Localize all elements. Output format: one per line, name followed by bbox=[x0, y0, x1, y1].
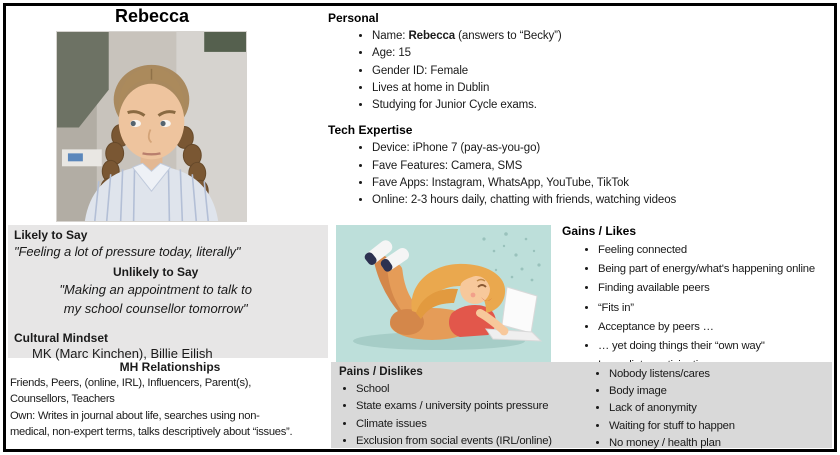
pains-heading: Pains / Dislikes bbox=[339, 366, 423, 378]
list-item: • Online: 2-3 hours daily, chatting with friends, watching videos bbox=[372, 192, 832, 209]
tech-list bbox=[328, 140, 832, 209]
gains-heading: Gains / Likes bbox=[562, 224, 637, 238]
list-item: • No money / health plan bbox=[609, 435, 832, 452]
mh-relationships-section bbox=[10, 359, 330, 441]
list-item: • Acceptance by peers … bbox=[598, 318, 826, 337]
mh-text-line: Own: Writes in journal about life, searches using non- bbox=[10, 409, 260, 422]
list-item: • Being part of energy/what's happening online bbox=[598, 260, 826, 279]
pains-right-column bbox=[577, 365, 832, 448]
unlikely-quote-line: my school counsellor tomorrow" bbox=[63, 301, 248, 316]
pains-left-list bbox=[339, 381, 577, 451]
list-item: • “Fits in” bbox=[598, 299, 826, 318]
list-item: • Finding available peers bbox=[598, 279, 826, 298]
tech-heading: Tech Expertise bbox=[328, 123, 413, 138]
page-title: Rebecca bbox=[114, 6, 190, 26]
likely-heading: Likely to Say bbox=[14, 228, 88, 242]
gains-list bbox=[562, 241, 826, 375]
portrait-girl-braids-image bbox=[57, 32, 246, 221]
unlikely-quote-line: "Making an appointment to talk to bbox=[59, 282, 252, 297]
unlikely-heading: Unlikely to Say bbox=[112, 265, 199, 279]
list-item: • Studying for Junior Cycle exams. bbox=[372, 97, 832, 114]
mh-text-line: Counsellors, Teachers bbox=[10, 393, 115, 406]
list-item: • Feeling connected bbox=[598, 241, 826, 260]
list-item: • Fave Features: Camera, SMS bbox=[372, 158, 832, 175]
list-item: • Age: 15 bbox=[372, 45, 832, 62]
likely-quote: "Feeling a lot of pressure today, literally" bbox=[14, 244, 241, 259]
mh-text-line: Friends, Peers, (online, IRL), Influencers, Parent(s), bbox=[10, 377, 252, 389]
cultural-mindset-heading: Cultural Mindset bbox=[14, 331, 109, 345]
mh-heading: MH Relationships bbox=[119, 360, 221, 374]
cultural-mindset-text: MK (Marc Kinchen), Billie Eilish bbox=[32, 346, 213, 361]
pains-section bbox=[331, 362, 832, 448]
list-item: • Lives at home in Dublin bbox=[372, 80, 832, 97]
sayings-section bbox=[8, 225, 328, 361]
personal-list bbox=[328, 28, 832, 114]
mh-text-line: medical, non-expert terms, talks descriptively about “issues”. bbox=[10, 426, 293, 439]
list-item: • Exclusion from social events (IRL/online) bbox=[356, 433, 577, 450]
list-item: • … yet doing things their “own way" bbox=[598, 337, 826, 356]
persona-photo bbox=[56, 31, 247, 222]
list-item: • Lack of anonymity bbox=[609, 400, 832, 417]
list-item: • Nobody listens/cares bbox=[609, 366, 832, 383]
list-item: • State exams / university points pressure bbox=[356, 398, 577, 415]
list-item: • Body image bbox=[609, 383, 832, 400]
girl-laptop-illustration bbox=[336, 225, 551, 362]
list-item: • Name: Rebecca (answers to “Becky”) bbox=[372, 28, 832, 45]
girl-lying-with-laptop-image bbox=[336, 225, 551, 362]
list-item: • Climate issues bbox=[356, 416, 577, 433]
list-item: • Gender ID: Female bbox=[372, 63, 832, 80]
list-item: • Waiting for stuff to happen bbox=[609, 418, 832, 435]
personal-heading: Personal bbox=[328, 11, 379, 25]
list-item: • Device: iPhone 7 (pay-as-you-go) bbox=[372, 140, 832, 157]
pains-right-list bbox=[577, 366, 832, 452]
list-item: • School bbox=[356, 381, 577, 398]
pains-left-column bbox=[339, 365, 577, 448]
personal-section bbox=[328, 11, 832, 210]
gains-section bbox=[556, 221, 832, 360]
list-item: • Fave Apps: Instagram, WhatsApp, YouTube, TikTok bbox=[372, 175, 832, 192]
